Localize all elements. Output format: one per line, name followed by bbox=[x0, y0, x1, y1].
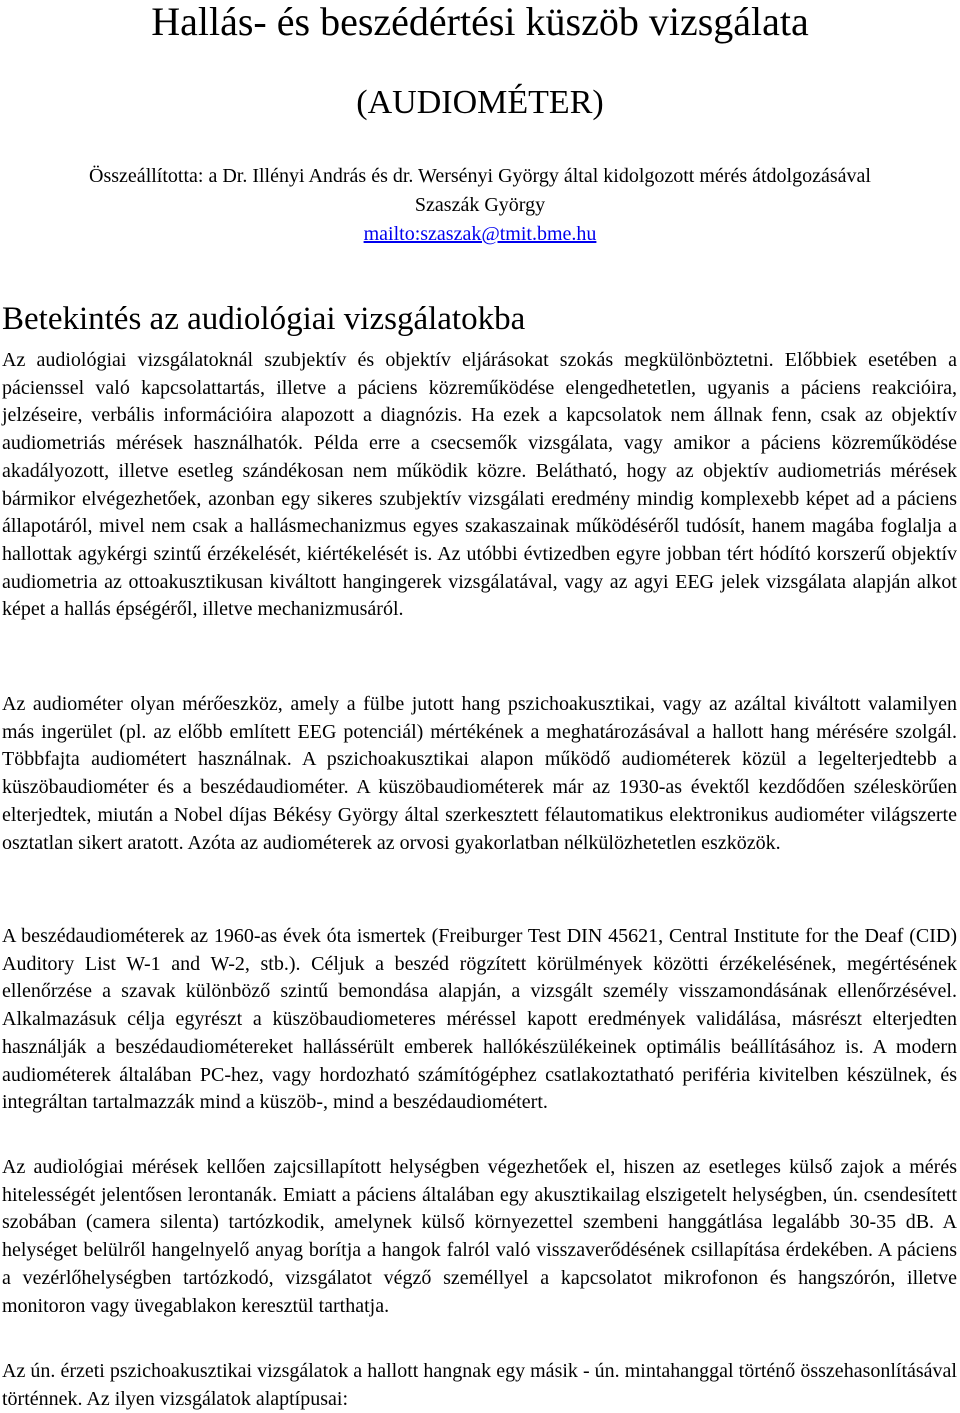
credits-author-name: Szaszák György bbox=[414, 194, 546, 216]
body-paragraph-2: Az audiométer olyan mérőeszköz, amely a fülbe jutott hang pszichoakusztikai, vagy az azáltal kiváltott valamilyen más ingerület (pl. az előbb említett EEG potenciál) mértékének a meghatározásával a hallott hang mérésére szolgál. Többfajta audiométert használnak. A pszichoakusztikai alapon működő audiométerek közül a legelterjedtebb a küszöbaudiométer és a beszédaudiométer. A küszöbaudiométerek már az 1930-as évektől kezdődően széleskörűen elterjedtek, miután a Nobel díjas Békésy György által szerkesztett félautomatikus elektronikus audiométer világszerte osztatlan sikert aratott. Azóta az audiométerek az orvosi gyakorlatban nélkülözhetetlen eszközök. bbox=[2, 693, 957, 854]
body-paragraph-3: A beszédaudiométerek az 1960-as évek óta ismertek (Freiburger Test DIN 45621, Central Institute for the Deaf (CID) Auditory List W-1 and W-2, stb.). Céljuk a beszéd rögzített körülmények közötti érzékelésének, megértésének ellenőrzése a szavak különböző szintű bemondása alapján, a vizsgált személy visszamondásának ellenőrzésével. Alkalmazásuk célja egyrészt a küszöbaudiometeres méréssel kapott eredmények validálása, másrészt elterjedten használják a beszédaudiométereket hallássérült emberek hallókészülékeinek optimális beállításához is. A modern audiométerek általában PC-hez, vagy hordozható számítógéphez csatlakoztatható periféria kivitelben készülnek, és integráltan tartalmazzák mind a küszöb-, mind a beszédaudiométert. bbox=[2, 925, 957, 1114]
author-credits bbox=[0, 162, 960, 249]
author-email-link[interactable]: mailto:szaszak@tmit.bme.hu bbox=[363, 223, 597, 245]
section-heading: Betekintés az audiológiai vizsgálatokba bbox=[2, 301, 526, 337]
body-paragraph-1: Az audiológiai vizsgálatoknál szubjektív és objektív eljárásokat szokás megkülönböztetni. Előbbiek esetében a pácienssel való kapcsolattartás, illetve a páciens közreműködése elengedhetetlen, ugyanis a páciens reakcióira, jelzéseire, verbális információira alapozott a diagnózis. Ha ezek a kapcsolatok nem állnak fenn, csak az objektív audiometriás mérések használhatók. Példa erre a csecsemők vizsgálata, vagy amikor a páciens közreműködése akadályozott, illetve esetleg szándékosan nem működik közre. Belátható, hogy az objektív audiometriás mérések bármikor elvégezhetőek, azonban egy sikeres szubjektív vizsgálati eredmény mindig komplexebb képet ad a páciens állapotáról, mivel nem csak a hallásmechanizmus egyes szakaszainak működéséről tudósít, hanem magába foglalja a hallottak agykérgi szintű érzékelését, kiértékelését is. Az utóbbi évtizedben egyre jobban tért hódító korszerű objektív audiometria az ottoakusztikusan kiváltott hangingerek vizsgálatával, vagy az agyi EEG jelek vizsgálata alapján alkot képet a hallás épségéről, illetve mechanizmusáról. bbox=[2, 349, 957, 621]
page-subtitle: (AUDIOMÉTER) bbox=[356, 84, 604, 121]
body-paragraph-5: Az ún. érzeti pszichoakusztikai vizsgálatok a hallott hangnak egy másik - ún. mintahanggal történő összehasonlításával történnek. Az ilyen vizsgálatok alaptípusai: bbox=[2, 1360, 957, 1410]
credits-email-line bbox=[0, 220, 960, 249]
credits-line-compiled-by: Összeállította: a Dr. Illényi András és dr. Wersényi György által kidolgozott mérés átdolgozásával bbox=[89, 165, 871, 187]
body-paragraph-4: Az audiológiai mérések kellően zajcsillapított helységben végezhetőek el, hiszen az esetleges külső zajok a mérés hitelességét jelentősen lerontanák. Emiatt a páciens általában egy akusztikailag elszigetelt helységben, ún. csendesített szobában (camera silenta) tartózkodik, amelynek külső környezettel szembeni hanggátlása legalább 30-35 dB. A helységet belülről hangelnyelő anyag borítja a hangok falról való visszaverődésének csillapítása érdekében. A páciens a vezérlőhelységben tartózkodó, vizsgálatot végző személlyel a kapcsolatot mikrofonon és hangszórón, illetve monitoron vagy üvegablakon keresztül tarthatja. bbox=[2, 1156, 957, 1317]
page-title: Hallás- és beszédértési küszöb vizsgálata bbox=[151, 0, 809, 44]
